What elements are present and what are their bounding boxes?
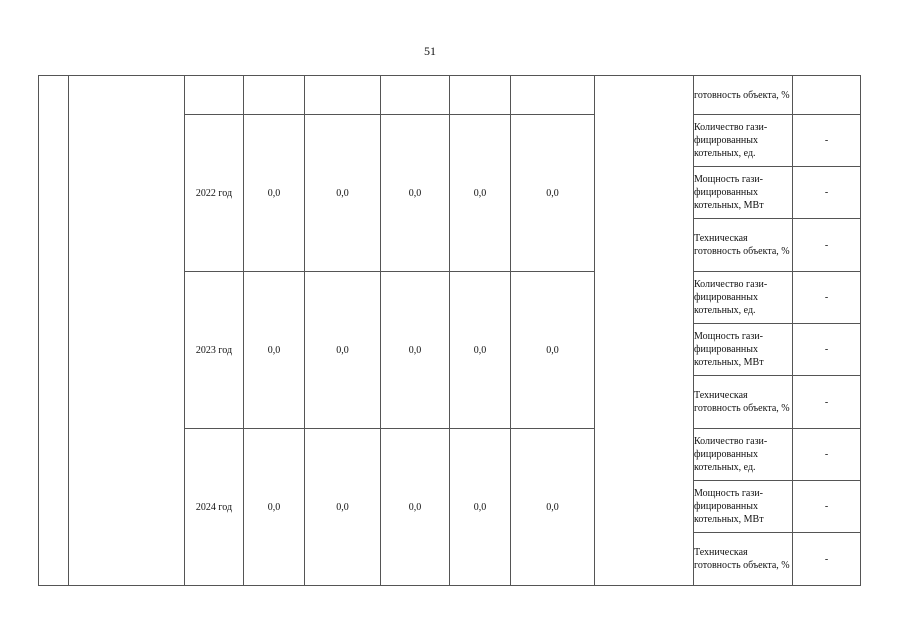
indicator-name-cell: Техническая готовность объекта, % <box>694 376 793 429</box>
value-cell: 0,0 <box>511 272 595 429</box>
value-cell: 0,0 <box>244 429 305 586</box>
indicator-name-cell: Мощность гази-фицированных котельных, МВт <box>694 324 793 376</box>
indicator-value-cell: - <box>793 324 861 376</box>
value-cell: 0,0 <box>450 272 511 429</box>
year-cell: 2024 год <box>185 429 244 586</box>
indicator-value-cell <box>793 76 861 115</box>
value-cell <box>450 76 511 115</box>
indicator-name-cell: готовность объекта, % <box>694 76 793 115</box>
indicator-value-cell: - <box>793 533 861 586</box>
indicator-name-cell: Количество гази-фицированных котельных, ед. <box>694 115 793 167</box>
value-cell: 0,0 <box>511 429 595 586</box>
year-cell: 2023 год <box>185 272 244 429</box>
value-cell <box>511 76 595 115</box>
year-cell: 2022 год <box>185 115 244 272</box>
value-cell: 0,0 <box>381 272 450 429</box>
value-cell: 0,0 <box>305 272 381 429</box>
indicator-value-cell: - <box>793 167 861 219</box>
indicator-name-cell: Техническая готовность объекта, % <box>694 219 793 272</box>
indicator-name-cell: Мощность гази-фицированных котельных, МВт <box>694 167 793 219</box>
year-cell <box>185 76 244 115</box>
number-column-cell <box>39 76 69 586</box>
value-cell: 0,0 <box>450 429 511 586</box>
value-cell: 0,0 <box>305 115 381 272</box>
indicator-value-cell: - <box>793 219 861 272</box>
value-cell <box>381 76 450 115</box>
value-cell: 0,0 <box>244 115 305 272</box>
indicator-name-cell: Техническая готовность объекта, % <box>694 533 793 586</box>
value-cell: 0,0 <box>450 115 511 272</box>
program-table <box>38 75 861 586</box>
indicator-name-cell: Количество гази-фицированных котельных, ед. <box>694 429 793 481</box>
page-number: 51 <box>424 44 436 58</box>
value-cell: 0,0 <box>305 429 381 586</box>
value-cell: 0,0 <box>381 115 450 272</box>
executor-cell <box>595 76 694 586</box>
indicator-value-cell: - <box>793 272 861 324</box>
indicator-value-cell: - <box>793 429 861 481</box>
value-cell <box>305 76 381 115</box>
value-cell <box>244 76 305 115</box>
indicator-value-cell: - <box>793 376 861 429</box>
indicator-name-cell: Количество гази-фицированных котельных, ед. <box>694 272 793 324</box>
indicator-value-cell: - <box>793 115 861 167</box>
table-row <box>39 76 861 115</box>
value-cell: 0,0 <box>381 429 450 586</box>
event-name-cell <box>69 76 185 586</box>
value-cell: 0,0 <box>244 272 305 429</box>
value-cell: 0,0 <box>511 115 595 272</box>
indicator-name-cell: Мощность гази-фицированных котельных, МВт <box>694 481 793 533</box>
indicator-value-cell: - <box>793 481 861 533</box>
